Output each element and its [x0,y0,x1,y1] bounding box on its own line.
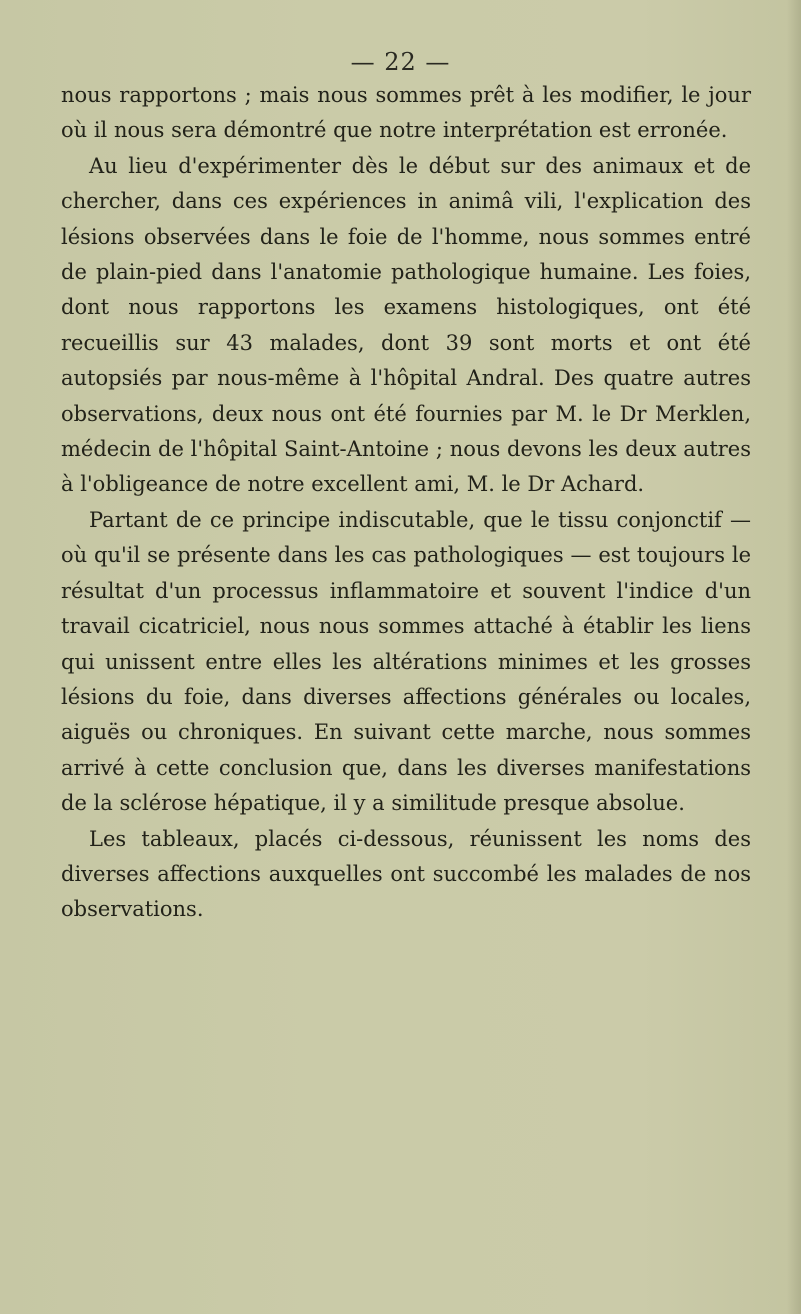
paragraph-method: Au lieu d'expérimenter dès le début sur des animaux et de chercher, dans ces expériences in animâ vili, l'explication des lésions observées dans le foie de l'homme, nous sommes entré de plain-pied dans l'anatomie pathologique humaine. Les foies, dont nous rapportons les examens histologiques, ont été recueillis sur 43 malades, dont 39 sont morts et ont été autopsiés par nous-même à l'hôpital Andral. Des quatre autres observations, deux nous ont été fournies par M. le Dr Merklen, médecin de l'hôpital Saint-Antoine ; nous devons les deux autres à l'obligeance de notre excellent ami, M. le Dr Achard. [61,153,751,497]
page-number: — 22 — [350,48,451,76]
body-text [61,78,751,928]
page-edge-shadow [787,0,801,1314]
paragraph-continuation: nous rapportons ; mais nous sommes prêt à les modifier, le jour où il nous sera démontré que notre interprétation est erronée. [61,83,751,143]
paragraph-principle: Partant de ce principe indiscutable, que le tissu conjonctif — où qu'il se présente dans les cas pathologiques — est toujours le résultat d'un processus inflammatoire et souvent l'indice d'un travail cicatriciel, nous nous sommes attaché à établir les liens qui unissent entre elles les altérations minimes et les grosses lésions du foie, dans diverses affections générales ou locales, aiguës ou chroniques. En suivant cette marche, nous sommes arrivé à cette conclusion que, dans les diverses manifestations de la sclérose hépatique, il y a similitude presque absolue. [61,507,751,816]
paragraph-tables: Les tableaux, placés ci-dessous, réunissent les noms des diverses affections auxquelles ont succombé les malades de nos observations. [61,826,751,922]
